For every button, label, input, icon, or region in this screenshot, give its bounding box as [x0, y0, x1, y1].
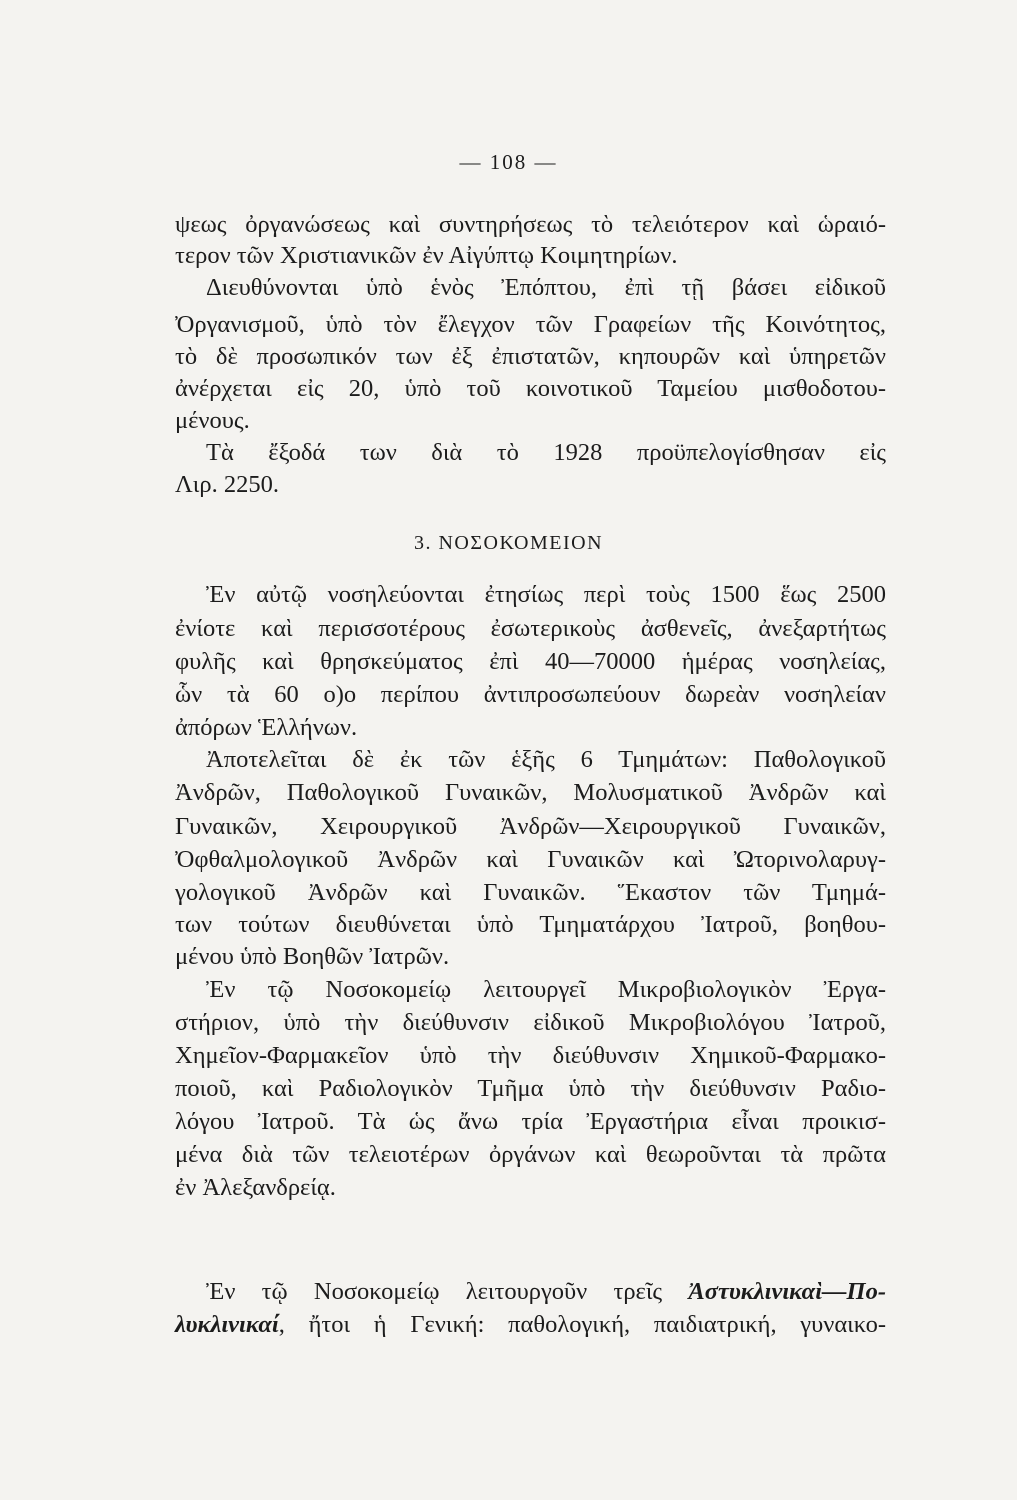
text-line: Διευθύνονται ὑπὸ ἑνὸς Ἐπόπτου, ἐπὶ τῇ βάσει εἰδικοῦ: [206, 274, 886, 301]
text-line: Ὀφθαλμολογικοῦ Ἀνδρῶν καὶ Γυναικῶν καὶ Ὠτορινολαρυγ-: [175, 846, 886, 873]
section-heading: 3. ΝΟΣΟΚΟΜΕΙΟΝ: [413, 532, 604, 554]
text-line: γολογικοῦ Ἀνδρῶν καὶ Γυναικῶν. Ἕκαστον τῶν Τμημά-: [175, 879, 886, 906]
text-line: μένους.: [175, 407, 250, 434]
text-line: Ἀποτελεῖται δὲ ἐκ τῶν ἑξῆς 6 Τμημάτων: Παθολογικοῦ: [206, 746, 886, 773]
text-line: Χημεῖον-Φαρμακεῖον ὑπὸ τὴν διεύθυνσιν Χημικοῦ-Φαρμακο-: [175, 1042, 886, 1069]
text-line: ἐν Ἀλεξανδρείᾳ.: [175, 1174, 336, 1201]
text-line: [206, 1277, 886, 1307]
text-line: ἀνέρχεται εἰς 20, ὑπὸ τοῦ κοινοτικοῦ Ταμείου μισθοδοτου-: [175, 375, 886, 402]
text-line: ἐνίοτε καὶ περισσοτέρους ἐσωτερικοὺς ἀσθενεῖς, ἀνεξαρτήτως: [175, 615, 886, 642]
text-line: Λιρ. 2250.: [175, 471, 279, 498]
text-line: φυλῆς καὶ θρησκεύματος ἐπὶ 40—70000 ἡμέρας νοσηλείας,: [175, 648, 886, 675]
text-line: λόγου Ἰατροῦ. Τὰ ὡς ἄνω τρία Ἐργαστήρια εἶναι προικισ-: [175, 1108, 886, 1135]
text-run: Ἐν τῷ Νοσοκομείῳ λειτουργοῦν τρεῖς: [206, 1278, 689, 1305]
text-line: ψεως ὀργανώσεως καὶ συντηρήσεως τὸ τελειότερον καὶ ὡραιό-: [175, 211, 886, 238]
page-number: — 108 —: [459, 150, 558, 174]
text-line: των τούτων διευθύνεται ὑπὸ Τμηματάρχου Ἰατροῦ, βοηθου-: [175, 911, 886, 938]
emphasis-text: λυκλινικαί: [175, 1311, 279, 1338]
text-line: ὧν τὰ 60 ο)ο περίπου ἀντιπροσωπεύουν δωρεὰν νοσηλείαν: [175, 681, 886, 708]
text-line: στήριον, ὑπὸ τὴν διεύθυνσιν εἰδικοῦ Μικροβιολόγου Ἰατροῦ,: [175, 1009, 886, 1036]
text-run: , ἤτοι ἡ Γενική: παθολογική, παιδιατρική, γυναικο-: [278, 1311, 886, 1338]
text-line: [175, 1310, 886, 1340]
text-line: Ἐν αὐτῷ νοσηλεύονται ἐτησίως περὶ τοὺς 1500 ἕως 2500: [206, 581, 886, 608]
text-line: Ὀργανισμοῦ, ὑπὸ τὸν ἔλεγχον τῶν Γραφείων τῆς Κοινότητος,: [175, 311, 886, 338]
text-line: ποιοῦ, καὶ Ραδιολογικὸν Τμῆμα ὑπὸ τὴν διεύθυνσιν Ραδιο-: [175, 1075, 886, 1102]
emphasis-text: Ἀστυκλινικαὶ—Πο-: [688, 1278, 886, 1305]
text-line: ἀπόρων Ἑλλήνων.: [175, 714, 358, 741]
text-line: μένου ὑπὸ Βοηθῶν Ἰατρῶν.: [175, 943, 450, 970]
text-line: Τὰ ἔξοδά των διὰ τὸ 1928 προϋπελογίσθησαν εἰς: [206, 439, 886, 466]
text-line: μένα διὰ τῶν τελειοτέρων ὀργάνων καὶ θεωροῦνται τὰ πρῶτα: [175, 1141, 886, 1168]
text-line: Ἐν τῷ Νοσοκομείῳ λειτουργεῖ Μικροβιολογικὸν Ἐργα-: [206, 976, 886, 1003]
text-line: Ἀνδρῶν, Παθολογικοῦ Γυναικῶν, Μολυσματικοῦ Ἀνδρῶν καὶ: [175, 779, 886, 806]
text-line: τὸ δὲ προσωπικόν των ἐξ ἐπιστατῶν, κηπουρῶν καὶ ὑπηρετῶν: [175, 343, 886, 370]
text-line: τερον τῶν Χριστιανικῶν ἐν Αἰγύπτῳ Κοιμητηρίων.: [175, 242, 678, 269]
text-line: Γυναικῶν, Χειρουργικοῦ Ἀνδρῶν—Χειρουργικοῦ Γυναικῶν,: [175, 813, 886, 840]
